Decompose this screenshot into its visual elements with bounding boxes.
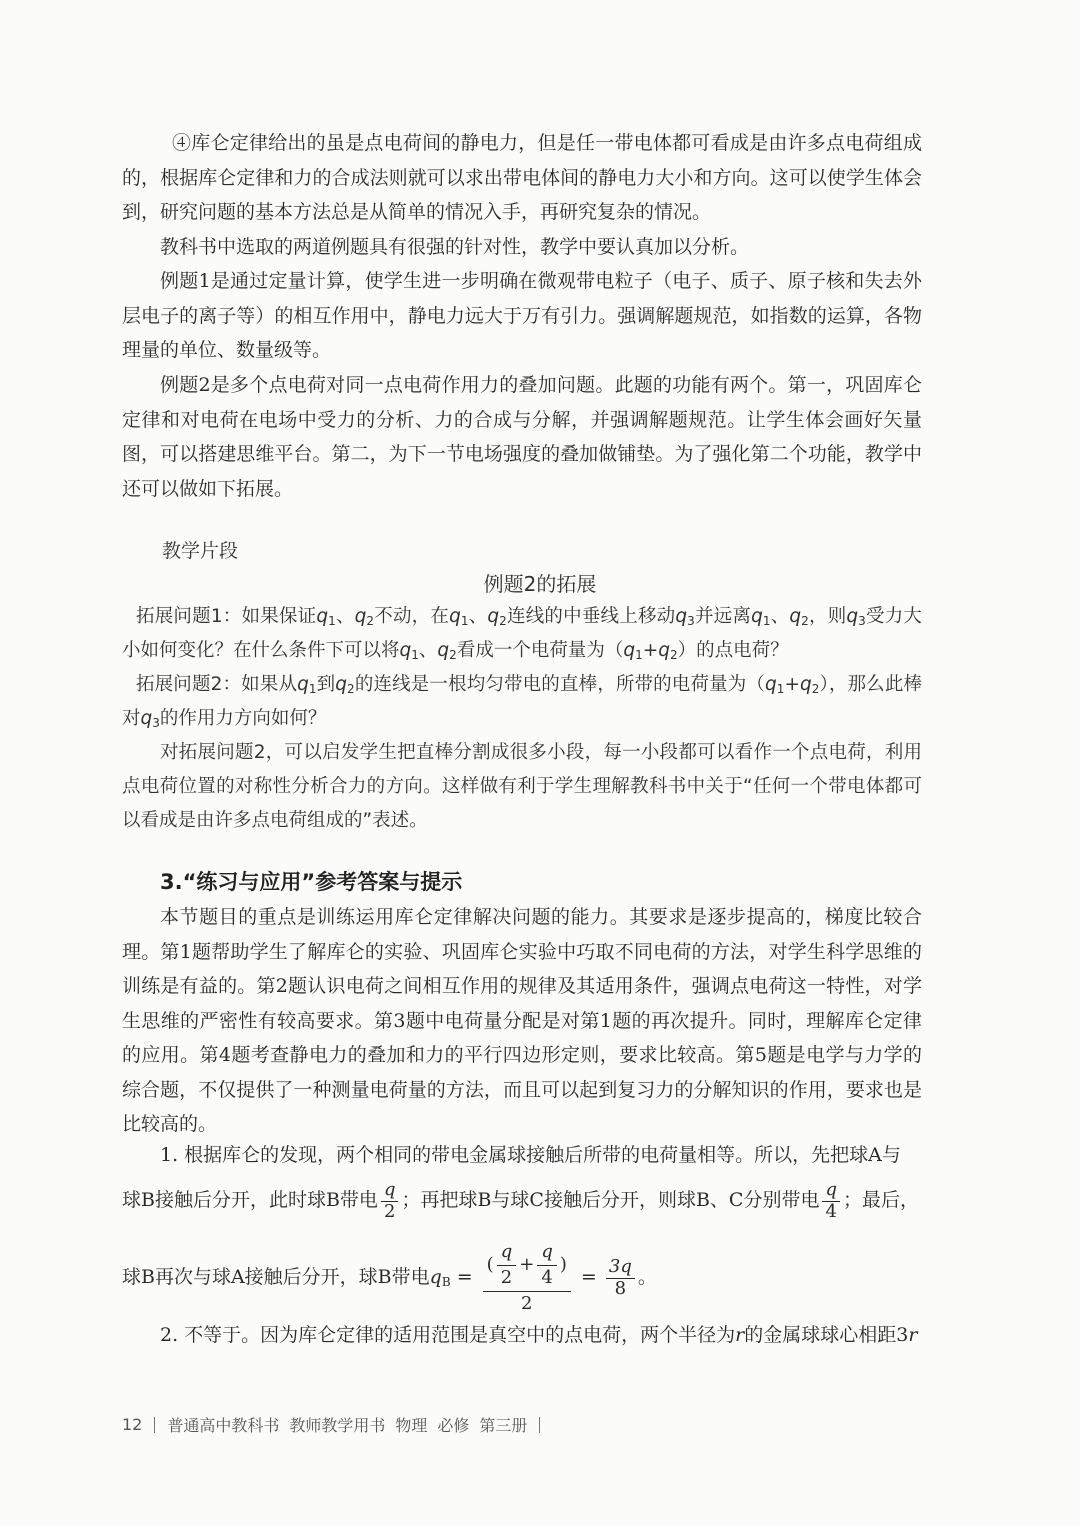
extension-question-1: 拓展问题1：如果保证$q_1$、$q_2$不动，在$q_1$、$q_2$连线的中垂线上移动$q_3$并远离$q_1$、$q_2$，则$q_3$受力大小如何变化？在什么条件下可以将$q_1$、$q_2$看成一个电荷量为$(q_1+q_2)$的点电荷？	[122, 606, 922, 662]
answer-2: 2. 不等于。因为库仑定律的适用范围是真空中的点电荷，两个半径为r的金属球球心相距3r	[160, 1324, 918, 1346]
section-heading: 3.“练习与应用”参考答案与提示	[160, 870, 463, 894]
footer-volume: 第三册	[479, 1416, 528, 1435]
fraction-q-over-2: $\frac{q}{2}$	[381, 1180, 399, 1222]
fraction-3q-over-8: $\frac{3q}{8}$	[606, 1257, 635, 1299]
footer-subject: 物理	[395, 1416, 428, 1435]
page-number: 12	[122, 1415, 143, 1434]
paragraph-examples-intro: 教科书中选取的两道例题具有很强的针对性，教学中要认真加以分析。	[160, 236, 750, 258]
extension-discussion: 对拓展问题2，可以启发学生把直棒分割成很多小段，每一小段都可以看作一个点电荷，利用点电荷位置的对称性分析合力的方向。这样做有利于学生理解教科书中关于“任何一个带电体都可以看成是由许多点电荷组成的”表述。	[122, 742, 922, 831]
footer-divider	[154, 1417, 155, 1433]
fraction-q-over-4: $\frac{q}{4}$	[822, 1180, 840, 1222]
fragment-title: 例题2的拓展	[483, 572, 597, 596]
extension-question-2: 拓展问题2：如果从$q_1$到$q_2$的连线是一根均匀带电的直棒，所带的电荷量为$(q_1+q_2)$，那么此棒对$q_3$的作用力方向如何？	[122, 674, 922, 730]
footer-series: 教师教学用书	[289, 1416, 386, 1435]
answer-1-line-1: 1. 根据库仑的发现，两个相同的带电金属球接触后所带的电荷量相等。所以，先把球A与	[160, 1144, 901, 1166]
answer-1-line-3: 球B再次与球A接触后分开，球B带电$q_B$ = ( $\frac{q}{2}$ + $\frac{q}{4}$ ) 2 = $\frac{3q}{8}$ 。	[122, 1241, 657, 1314]
footer-divider	[539, 1417, 540, 1433]
footer-book: 普通高中教科书	[167, 1416, 280, 1435]
paragraph-example-1: 例题1是通过定量计算，使学生进一步明确在微观带电粒子（电子、质子、原子核和失去外层电子的离子等）的相互作用中，静电力远大于万有引力。强调解题规范，如指数的运算，各物理量的单位、数量级等。	[122, 270, 922, 361]
paragraph-coulomb-note: ④库仑定律给出的虽是点电荷间的静电力，但是任一带电体都可看成是由许多点电荷组成的，根据库仑定律和力的合成法则就可以求出带电体间的静电力大小和方向。这可以使学生体会到，研究问题的基本方法总是从简单的情况入手，再研究复杂的情况。	[122, 132, 922, 223]
page-footer	[122, 1413, 552, 1436]
answer-1-line-2: 球B接触后分开，此时球B带电 $\frac{q}{2}$ ；再把球B与球C接触后分开，则球B、C分别带电 $\frac{q}{4}$ ；最后，	[122, 1178, 920, 1222]
footer-type: 必修	[437, 1416, 470, 1435]
paragraph-example-2: 例题2是多个点电荷对同一点电荷作用力的叠加问题。此题的功能有两个。第一，巩固库仑定律和对电荷在电场中受力的分析、力的合成与分解，并强调解题规范。让学生体会画好矢量图，可以搭建思维平台。第二，为下一节电场强度的叠加做铺垫。为了强化第二个功能，教学中还可以做如下拓展。	[122, 374, 922, 500]
section-intro: 本节题目的重点是训练运用库仑定律解决问题的能力。其要求是逐步提高的，梯度比较合理。第1题帮助学生了解库仑的实验、巩固库仑实验中巧取不同电荷的方法，对学生科学思维的训练是有益的。第2题认识电荷之间相互作用的规律及其适用条件，强调点电荷这一特性，对学生思维的严密性有较高要求。第3题中电荷量分配是对第1题的再次提升。同时，理解库仑定律的应用。第4题考查静电力的叠加和力的平行四边形定则，要求比较高。第5题是电学与力学的综合题，不仅提供了一种测量电荷量的方法，而且可以起到复习力的分解知识的作用，要求也是比较高的。	[122, 906, 922, 1135]
fragment-label: 教学片段	[162, 540, 239, 562]
compound-fraction: ( $\frac{q}{2}$ + $\frac{q}{4}$ ) 2	[483, 1242, 571, 1313]
